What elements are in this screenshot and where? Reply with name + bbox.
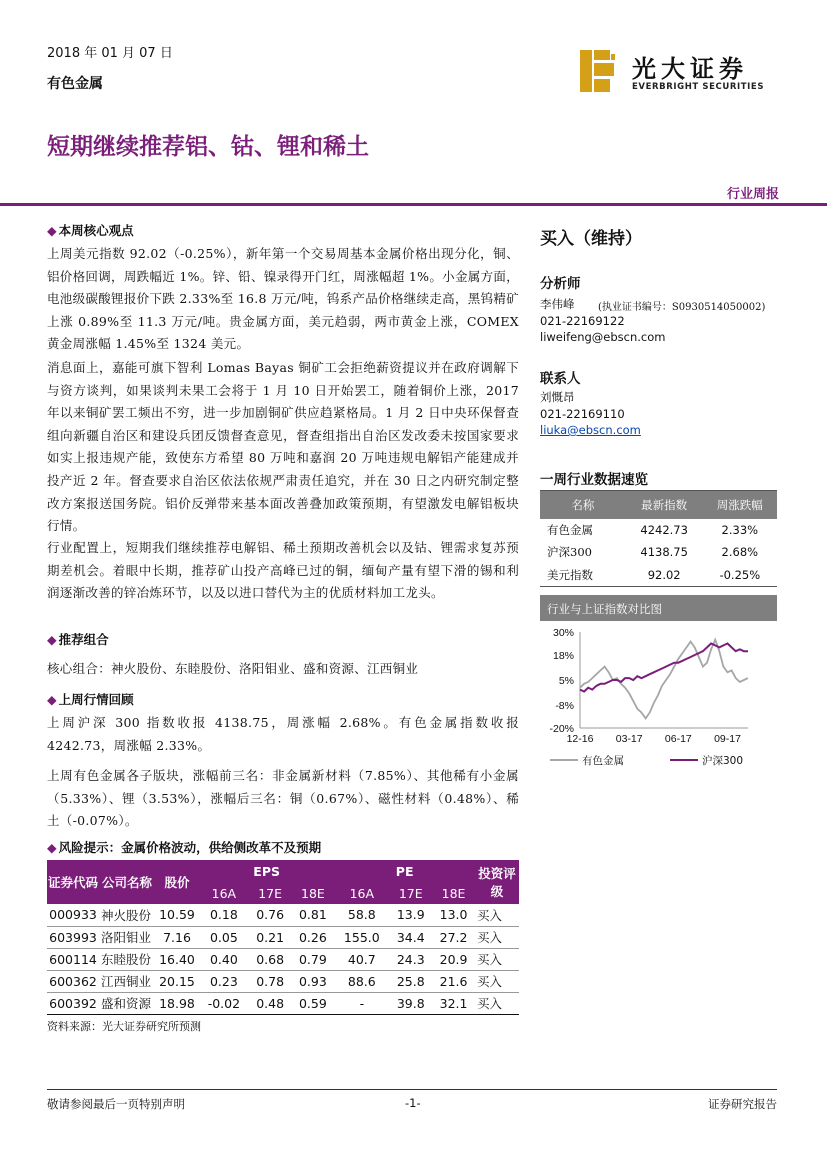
stats-row (540, 564, 777, 587)
core-paragraph-1: 上周美元指数 92.02（-0.25%），新年第一个交易周基本金属价格出现分化，铜、铝价格回调，周跌幅近 1%。锌、铅、镍录得开门红，周涨幅超 1%。小金属方面，电池级碳酸锂报价下跌 2.33%至 16.8 万元/吨，钨系产品价格继续走高，黑钨精矿上涨 0.89%至 11.3 万元/吨。贵金属方面，美元趋弱，两市黄金上涨，COMEX 黄金周涨幅 1.45%至 1324 美元。 (47, 246, 519, 352)
section-portfolio-title: ◆ 推荐组合 (47, 632, 109, 647)
year-header: 18E (432, 882, 475, 904)
weekly-stats-table (540, 490, 777, 587)
y-tick-label: 5% (558, 675, 574, 687)
table-cell: 600114 (47, 948, 99, 970)
x-tick-label: 06-17 (664, 733, 692, 745)
report-date: 2018 年 01 月 07 日 (47, 46, 173, 61)
stats-header: 最新指数 (626, 491, 703, 519)
stats-name-cell: 美元指数 (540, 564, 626, 587)
core-paragraph-3: 行业配置上，短期我们继续推荐电解铝、稀土预期改善机会以及钴、锂需求复苏预期差机会。着眼中长期，推荐矿山投产高峰已过的铜，缅甸产量有望下滑的锡和利润逐渐改善的锌冶炼环节，以及以进口替代为主的优质材料加工龙头。 (47, 540, 519, 601)
contact-phone: 021-22169110 (540, 407, 625, 421)
table-cell: 600392 (47, 992, 99, 1014)
stats-name-cell: 有色金属 (547, 522, 593, 537)
table-cell: 18.98 (155, 992, 199, 1014)
table-cell: 0.23 (199, 970, 249, 992)
y-tick-label: -20% (549, 723, 574, 735)
stats-header: 周涨跌幅 (703, 491, 777, 519)
section-review-title: ◆ 上周行情回顾 (47, 692, 134, 707)
weekly-stats-title: 一周行业数据速览 (540, 472, 648, 488)
legend-label: 沪深300 (702, 755, 744, 767)
footer-divider (47, 1089, 777, 1090)
risk-warning: ◆ 风险提示：金属价格波动，供给侧改革不及预期 (47, 840, 322, 855)
investment-rating: 买入（维持） (540, 229, 642, 249)
stats-value-cell: 2.68% (721, 545, 759, 560)
table-cell: 000933 (47, 904, 99, 926)
table-cell: 0.93 (292, 970, 335, 992)
industry-category: 有色金属 (47, 76, 103, 92)
year-header: 16A (334, 882, 389, 904)
table-cell: 0.26 (292, 926, 335, 948)
table-cell: 20.15 (155, 970, 199, 992)
header-rating: 投资评级 (475, 860, 519, 904)
footer-disclaimer: 敬请参阅最后一页特别声明 (47, 1097, 185, 1111)
table-cell: 603993 (47, 926, 99, 948)
table-cell: 0.05 (199, 926, 249, 948)
analyst-email[interactable]: liweifeng@ebscn.com (540, 330, 666, 344)
table-cell: 0.76 (249, 904, 292, 926)
stats-row (540, 519, 777, 542)
footer-report-label: 证券研究报告 (708, 1097, 777, 1111)
table-cell: 0.40 (199, 948, 249, 970)
diamond-bullet-icon: ◆ (47, 840, 57, 855)
table-cell: 13.0 (432, 904, 475, 926)
table-cell: 0.18 (199, 904, 249, 926)
diamond-bullet-icon: ◆ (47, 632, 57, 647)
table-cell: 0.21 (249, 926, 292, 948)
everbright-logo-icon (578, 48, 622, 94)
table-cell: 神火股份 (99, 904, 155, 926)
contact-heading: 联系人 (540, 371, 581, 387)
table-cell: 江西铜业 (99, 970, 155, 992)
legend-label: 有色金属 (582, 755, 624, 767)
valuation-table (47, 860, 519, 1015)
report-title: 短期继续推荐铝、钴、锂和稀土 (47, 134, 369, 160)
header-name: 公司名称 (99, 860, 155, 904)
y-tick-label: 18% (552, 650, 574, 663)
table-cell: 0.68 (249, 948, 292, 970)
table-cell: 0.59 (292, 992, 335, 1014)
logo-english-name: EVERBRIGHT SECURITIES (632, 82, 765, 92)
table-cell: 买入 (475, 948, 519, 970)
header-code: 证券代码 (47, 860, 99, 904)
table-cell: -0.02 (199, 992, 249, 1014)
page-number: -1- (405, 1096, 421, 1110)
review-paragraph-2: 上周有色金属各子版块，涨幅前三名：非金属新材料（7.85%）、其他稀有小金属（5.33%）、锂（3.53%），涨幅后三名：铜（0.67%）、磁性材料（0.48%）、稀土（-0.07%）。 (47, 768, 519, 829)
table-cell: 买入 (475, 904, 519, 926)
table-cell: 600362 (47, 970, 99, 992)
table-row (47, 926, 519, 948)
year-header: 17E (389, 882, 432, 904)
contact-name: 刘慨昂 (540, 390, 575, 404)
table-source-note: 资料来源：光大证券研究所预测 (47, 1020, 201, 1033)
stats-value-cell: 2.33% (721, 522, 759, 537)
table-row (47, 948, 519, 970)
stats-value-cell: 4242.73 (640, 522, 688, 537)
header-divider (0, 203, 827, 206)
analyst-name: 李伟峰 (540, 297, 575, 311)
report-type: 行业周报 (726, 187, 779, 202)
table-row (47, 904, 519, 926)
analyst-phone: 021-22169122 (540, 314, 625, 328)
table-cell: 16.40 (155, 948, 199, 970)
header-pe: PE (334, 860, 475, 882)
table-cell: 10.59 (155, 904, 199, 926)
x-tick-label: 12-16 (566, 733, 594, 745)
table-cell: 34.4 (389, 926, 432, 948)
table-cell: 买入 (475, 926, 519, 948)
table-cell: 21.6 (432, 970, 475, 992)
y-tick-label: 30% (552, 627, 574, 639)
year-header: 18E (292, 882, 335, 904)
table-cell: 58.8 (334, 904, 389, 926)
chart-title: 行业与上证指数对比图 (540, 595, 777, 621)
table-cell: 7.16 (155, 926, 199, 948)
table-cell: 24.3 (389, 948, 432, 970)
table-cell: 27.2 (432, 926, 475, 948)
diamond-bullet-icon: ◆ (47, 223, 57, 238)
table-cell: 0.78 (249, 970, 292, 992)
stats-row (540, 541, 777, 564)
stats-value-cell: 4138.75 (640, 545, 688, 560)
table-cell: 32.1 (432, 992, 475, 1014)
year-header: 16A (199, 882, 249, 904)
table-cell: - (334, 992, 389, 1014)
table-cell: 0.48 (249, 992, 292, 1014)
series-line-nonferrous (580, 640, 748, 719)
stats-header: 名称 (540, 491, 626, 519)
x-tick-label: 09-17 (714, 733, 741, 745)
logo-chinese-name: 光大证券 (632, 54, 748, 83)
diamond-bullet-icon: ◆ (47, 692, 57, 707)
table-cell: 13.9 (389, 904, 432, 926)
analyst-cert: (执业证书编号：S0930514050002) (598, 302, 766, 313)
table-cell: 88.6 (334, 970, 389, 992)
core-paragraph-2: 消息面上，嘉能可旗下智利 Lomas Bayas 铜矿工会拒绝薪资提议并在政府调解下与资方谈判，如果谈判未果工会将于 1 月 10 日开始罢工，随着铜价上涨，2017 年以来铜矿罢工频出不穷，进一步加剧铜矿供应趋紧格局。1 月 2 日中央环保督查组向新疆自治区和建设兵团反馈督查意见，督查组指出自治区发改委未按国家要求如实上报违规产能，致使东方希望 80 万吨和嘉润 20 万吨违规电解铝产能建成并投产近 2 年。督查要求自治区依法依规严肃责任追究，并在 30 日之内研究制定整改方案报送国务院。铝价反弹带来基本面改善叠加政策预期，有望激发电解铝板块行情。 (47, 360, 519, 534)
table-cell: 买入 (475, 992, 519, 1014)
table-cell: 25.8 (389, 970, 432, 992)
stats-value-cell: -0.25% (703, 564, 777, 587)
header-price: 股价 (155, 860, 199, 904)
x-tick-label: 03-17 (615, 733, 643, 745)
analyst-heading: 分析师 (540, 276, 581, 292)
table-cell: 39.8 (389, 992, 432, 1014)
table-cell: 盛和资源 (99, 992, 155, 1014)
table-cell: 洛阳钼业 (99, 926, 155, 948)
table-row (47, 970, 519, 992)
header-eps: EPS (199, 860, 334, 882)
table-cell: 0.81 (292, 904, 335, 926)
comparison-line-chart (540, 624, 777, 770)
table-cell: 155.0 (334, 926, 389, 948)
stats-value-cell: 92.02 (626, 564, 703, 587)
section-core-title: ◆ 本周核心观点 (47, 223, 134, 238)
year-header: 17E (249, 882, 292, 904)
table-cell: 20.9 (432, 948, 475, 970)
table-cell: 0.79 (292, 948, 335, 970)
table-cell: 40.7 (334, 948, 389, 970)
review-paragraph-1: 上周沪深 300 指数收报 4138.75，周涨幅 2.68%。有色金属指数收报 4242.73，周涨幅 2.33%。 (47, 715, 519, 753)
stats-name-cell: 沪深300 (547, 545, 592, 560)
portfolio-text: 核心组合：神火股份、东睦股份、洛阳钼业、盛和资源、江西铜业 (47, 661, 419, 676)
contact-email-link[interactable]: liuka@ebscn.com (540, 423, 641, 437)
table-cell: 东睦股份 (99, 948, 155, 970)
y-tick-label: -8% (555, 699, 574, 712)
table-row (47, 992, 519, 1014)
table-cell: 买入 (475, 970, 519, 992)
